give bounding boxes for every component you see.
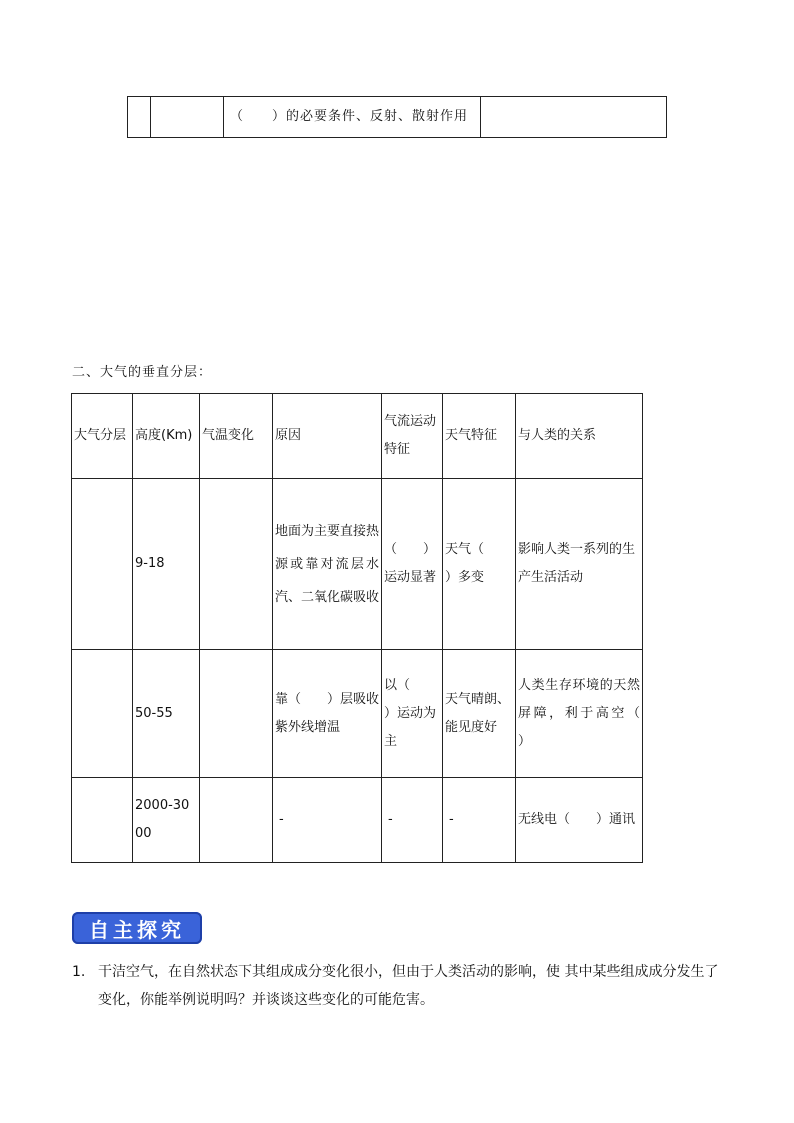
header-temperature: 气温变化 bbox=[200, 394, 273, 479]
table-cell: 无线电（ ）通讯 bbox=[516, 778, 643, 863]
table-row bbox=[72, 650, 643, 778]
header-airflow: 气流运动特征 bbox=[382, 394, 443, 479]
table-cell bbox=[128, 97, 151, 138]
table-cell: - bbox=[443, 778, 516, 863]
table-row bbox=[72, 479, 643, 650]
table-cell bbox=[200, 650, 273, 778]
table-cell bbox=[200, 778, 273, 863]
atmosphere-function-table-fragment bbox=[127, 96, 667, 138]
table-row bbox=[128, 97, 667, 138]
table-header-row bbox=[72, 394, 643, 479]
table-cell: 2000-3000 bbox=[133, 778, 200, 863]
vertical-layer-table bbox=[71, 393, 667, 863]
table-cell: 天气（ ）多变 bbox=[443, 479, 516, 650]
table-cell: （ ）运动显著 bbox=[382, 479, 443, 650]
header-human-relation: 与人类的关系 bbox=[516, 394, 643, 479]
table-cell: - bbox=[382, 778, 443, 863]
table-cell bbox=[72, 650, 133, 778]
table-cell: 以（ ）运动为主 bbox=[382, 650, 443, 778]
table-cell bbox=[72, 778, 133, 863]
header-layer: 大气分层 bbox=[72, 394, 133, 479]
question-item bbox=[72, 958, 732, 1014]
table-row bbox=[72, 778, 643, 863]
header-reason: 原因 bbox=[273, 394, 382, 479]
table-cell: 人类生存环境的天然屏障，利于高空（ ） bbox=[516, 650, 643, 778]
table-cell: 50-55 bbox=[133, 650, 200, 778]
section-badge: 自主探究 bbox=[72, 912, 202, 944]
table-cell: - bbox=[273, 778, 382, 863]
header-height: 高度(Km) bbox=[133, 394, 200, 479]
table-cell: 靠（ ）层吸收紫外线增温 bbox=[273, 650, 382, 778]
table-cell bbox=[481, 97, 667, 138]
table-cell: （ ）的必要条件、反射、散射作用 bbox=[224, 97, 481, 138]
section-title: 二、大气的垂直分层： bbox=[72, 365, 213, 380]
question-text: 干洁空气，在自然状态下其组成成分变化很小，但由于人类活动的影响，使 其中某些组成成分发生了变化，你能举例说明吗？并谈谈这些变化的可能危害。 bbox=[98, 964, 719, 1008]
table-cell: 9-18 bbox=[133, 479, 200, 650]
table-cell: 地面为主要直接热源或靠对流层水汽、二氧化碳吸收 bbox=[273, 479, 382, 650]
header-weather: 天气特征 bbox=[443, 394, 516, 479]
table-cell bbox=[151, 97, 224, 138]
question-number: 1. bbox=[72, 964, 86, 980]
table-cell bbox=[200, 479, 273, 650]
table-cell: 天气晴朗、能见度好 bbox=[443, 650, 516, 778]
table-cell bbox=[72, 479, 133, 650]
table-cell: 影响人类一系列的生产生活活动 bbox=[516, 479, 643, 650]
